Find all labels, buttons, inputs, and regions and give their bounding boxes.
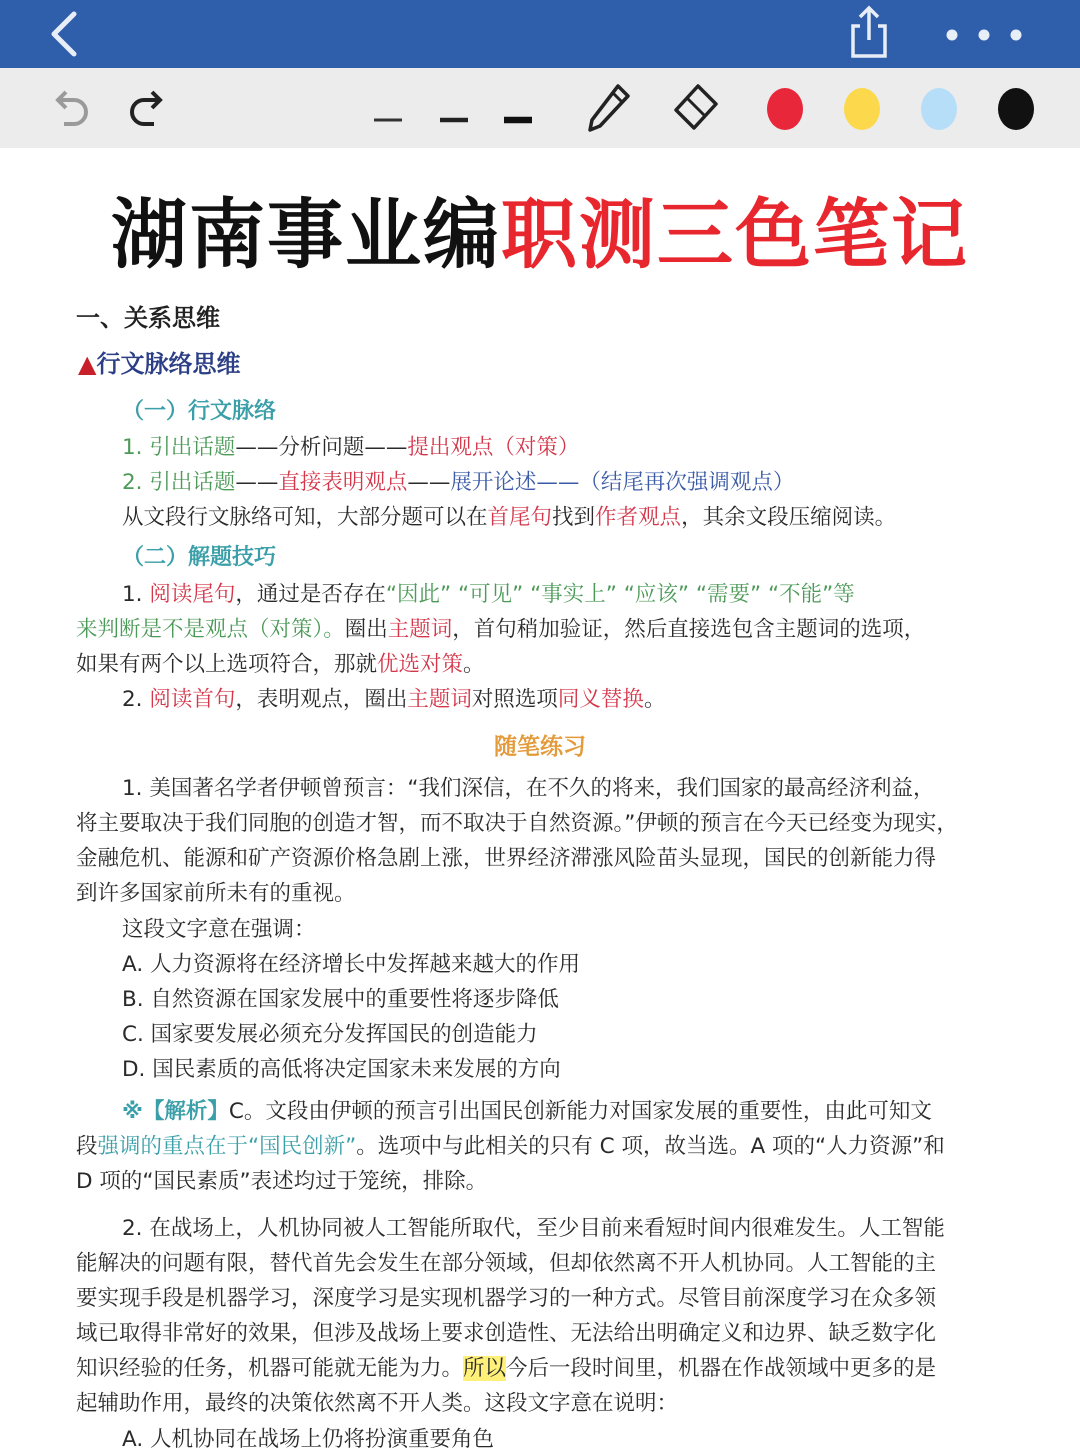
subheading: ▲行文脉络思维 — [78, 350, 241, 378]
text-line: 2. 阅读首句，表明观点，圈出主题词对照选项同义替换。 — [122, 687, 666, 712]
option-b: B. 自然资源在国家发展中的重要性将逐步降低 — [122, 987, 559, 1012]
color-swatch-yellow[interactable] — [844, 88, 880, 130]
section-heading: 一、关系思维 — [76, 304, 220, 332]
chevron-left-icon[interactable] — [44, 8, 88, 60]
question-text: 知识经验的任务，机器可能就无能为力。所以今后一段时间里，机器在作战领域中更多的是 — [76, 1356, 937, 1381]
color-swatch-black[interactable] — [998, 88, 1034, 130]
redo-icon[interactable] — [126, 80, 170, 136]
highlighted-text: 所以 — [463, 1356, 507, 1381]
text-line: 1. 阅读尾句，通过是否存在“因此” “可见” “事实上” “应该” “需要” “不能”等 — [122, 582, 855, 607]
analysis-text: D 项的“国民素质”表述均过于笼统，排除。 — [76, 1169, 488, 1194]
share-icon[interactable] — [846, 4, 892, 60]
option-a: A. 人力资源将在经济增长中发挥越来越大的作用 — [122, 952, 581, 977]
question-prompt: 这段文字意在强调： — [122, 917, 316, 942]
analysis-text: ※【解析】C。文段由伊顿的预言引出国民创新能力对国家发展的重要性，由此可知文 — [122, 1099, 932, 1124]
more-dots-icon[interactable] — [940, 20, 1030, 50]
annotation-toolbar — [0, 68, 1080, 148]
option-c: C. 国家要发展必须充分发挥国民的创造能力 — [122, 1022, 538, 1047]
analysis-text: 段强调的重点在于“国民创新”。选项中与此相关的只有 C 项，故当选。A 项的“人力资源”和 — [76, 1134, 945, 1159]
question-text: 金融危机、能源和矿产资源价格急剧上涨，世界经济滞涨风险苗头显现，国民的创新能力得 — [76, 846, 937, 871]
text-line: 来判断是不是观点（对策）。圈出主题词，首句稍加验证，然后直接选包含主题词的选项， — [76, 617, 926, 642]
page-title: 湖南事业编职测三色笔记 — [111, 190, 969, 279]
question-text: 能解决的问题有限，替代首先会发生在部分领域，但却依然离不开人机协同。人工智能的主 — [76, 1251, 937, 1276]
question-text: 将主要取决于我们同胞的创造才智，而不取决于自然资源。”伊顿的预言在今天已经变为现实， — [76, 811, 958, 836]
pencil-icon[interactable] — [584, 80, 634, 136]
color-swatch-light-blue[interactable] — [921, 88, 957, 130]
question-text: 2. 在战场上，人机协同被人工智能所取代，至少目前来看短时间内很难发生。人工智能 — [122, 1216, 945, 1241]
color-swatch-red[interactable] — [767, 88, 803, 130]
text-line: 如果有两个以上选项符合，那就优选对策。 — [76, 652, 485, 677]
text-line: 2. 引出话题——直接表明观点——展开论述——（结尾再次强调观点） — [122, 470, 795, 495]
question-text: 1. 美国著名学者伊顿曾预言：“我们深信，在不久的将来，我们国家的最高经济利益， — [122, 776, 935, 801]
question-text: 要实现手段是机器学习，深度学习是实现机器学习的一种方式。尽管目前深度学习在众多领 — [76, 1286, 937, 1311]
eraser-icon[interactable] — [670, 80, 720, 136]
question-text: 到许多国家前所未有的重视。 — [76, 881, 356, 906]
stroke-thin-icon[interactable] — [370, 80, 406, 136]
option-d: D. 国民素质的高低将决定国家未来发展的方向 — [122, 1057, 561, 1082]
triangle-icon: ▲ — [78, 350, 97, 378]
part-heading: （二）解题技巧 — [122, 545, 277, 570]
stroke-medium-icon[interactable] — [436, 80, 472, 136]
practice-heading: 随笔练习 — [494, 734, 586, 760]
stroke-thick-icon[interactable] — [500, 80, 536, 136]
part-heading: （一）行文脉络 — [122, 399, 277, 424]
option-a: A. 人机协同在战场上仍将扮演重要角色 — [122, 1427, 494, 1452]
top-app-bar — [0, 0, 1080, 68]
document-page — [0, 148, 1080, 1452]
question-text: 起辅助作用，最终的决策依然离不开人类。这段文字意在说明： — [76, 1391, 679, 1416]
text-line: 1. 引出话题——分析问题——提出观点（对策） — [122, 435, 580, 460]
question-text: 域已取得非常好的效果，但涉及战场上要求创造性、无法给出明确定义和边界、缺乏数字化 — [76, 1321, 937, 1346]
text-line: 从文段行文脉络可知，大部分题可以在首尾句找到作者观点，其余文段压缩阅读。 — [122, 505, 897, 530]
undo-icon[interactable] — [48, 80, 92, 136]
